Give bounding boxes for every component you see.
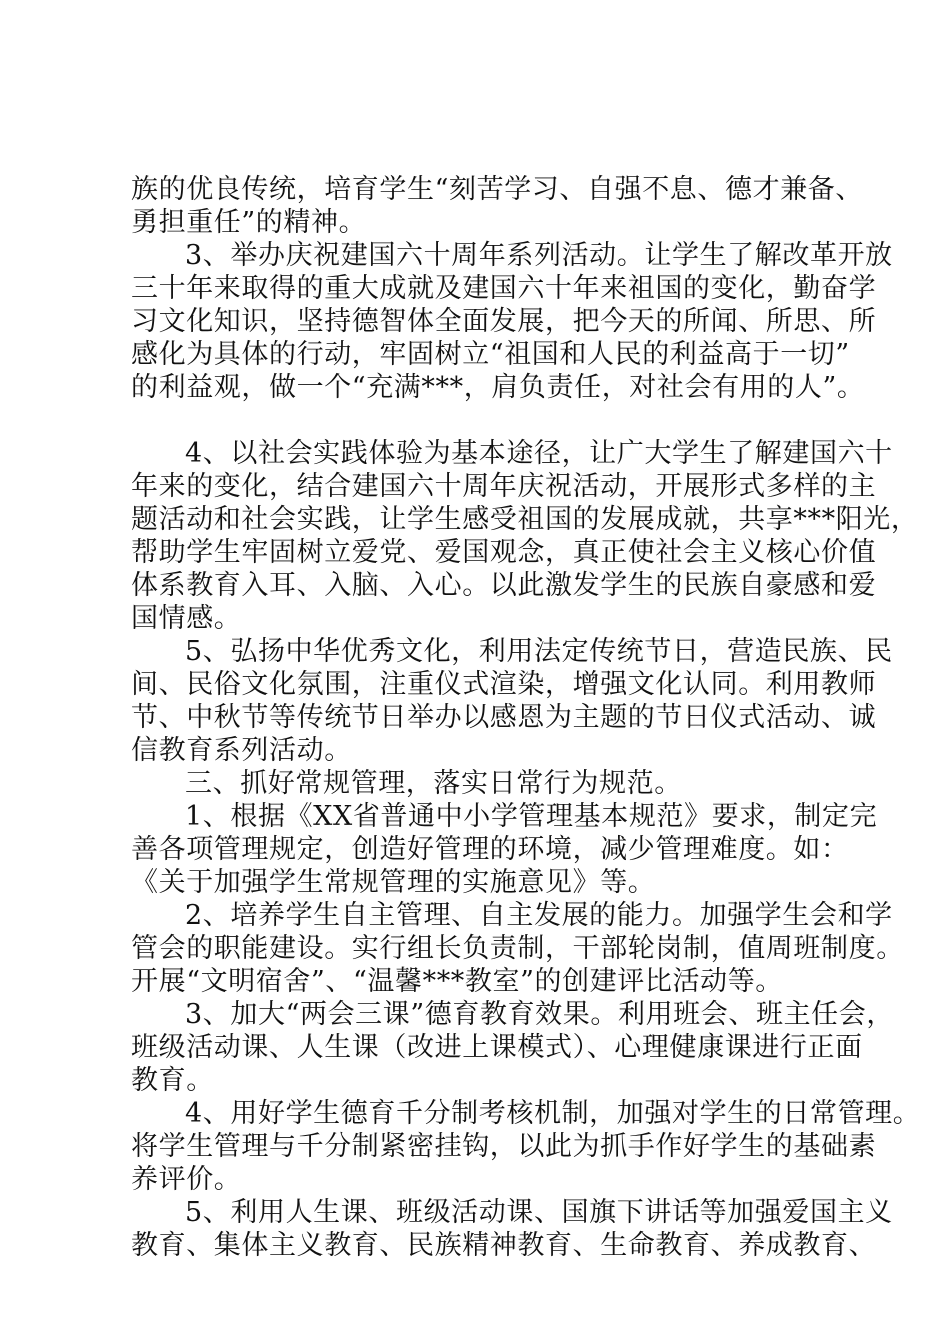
text-line: 习文化知识，坚持德智体全面发展，把今天的所闻、所思、所 <box>131 306 877 337</box>
text-line: 年来的变化，结合建国六十周年庆祝活动，开展形式多样的主 <box>131 471 877 502</box>
text-line: 节、中秋节等传统节日举办以感恩为主题的节日仪式活动、诚 <box>131 702 877 733</box>
text-line: 3、举办庆祝建国六十周年系列活动。让学生了解改革开放 <box>185 240 893 271</box>
text-line: 4、以社会实践体验为基本途径，让广大学生了解建国六十 <box>185 438 893 469</box>
text-line: 1、根据《XX省普通中小学管理基本规范》要求，制定完 <box>185 801 878 832</box>
text-line: 间、民俗文化氛围，注重仪式渲染，增强文化认同。利用教师 <box>131 669 877 700</box>
text-line: 班级活动课、人生课（改进上课模式）、心理健康课进行正面 <box>131 1032 863 1063</box>
text-line: 感化为具体的行动，牢固树立“祖国和人民的利益高于一切” <box>131 339 850 370</box>
text-line: 体系教育入耳、入脑、入心。以此激发学生的民族自豪感和爱 <box>131 570 877 601</box>
text-line: 教育、集体主义教育、民族精神教育、生命教育、养成教育、 <box>131 1230 877 1261</box>
text-line: 4、用好学生德育千分制考核机制，加强对学生的日常管理。 <box>185 1098 921 1129</box>
text-line: 勇担重任”的精神。 <box>131 207 367 238</box>
text-line: 2、培养学生自主管理、自主发展的能力。加强学生会和学 <box>185 900 893 931</box>
text-line: 教育。 <box>131 1065 214 1096</box>
text-line: 题活动和社会实践，让学生感受祖国的发展成就，共享***阳光， <box>131 504 919 535</box>
text-line: 信教育系列活动。 <box>131 735 352 766</box>
text-line: 族的优良传统，培育学生“刻苦学习、自强不息、德才兼备、 <box>131 174 864 205</box>
text-line: 《关于加强学生常规管理的实施意见》等。 <box>131 867 656 898</box>
text-line: 开展“文明宿舍”、“温馨***教室”的创建评比活动等。 <box>131 966 783 997</box>
text-line: 管会的职能建设。实行组长负责制，干部轮岗制，值周班制度。 <box>131 933 904 964</box>
text-line: 养评价。 <box>131 1164 242 1195</box>
text-line: 善各项管理规定，创造好管理的环境，减少管理难度。如： <box>131 834 849 865</box>
text-line: 3、加大“两会三课”德育教育效果。利用班会、班主任会， <box>185 999 894 1030</box>
text-line: 5、利用人生课、班级活动课、国旗下讲话等加强爱国主义 <box>185 1197 893 1228</box>
text-line: 国情感。 <box>131 603 242 634</box>
text-line: 帮助学生牢固树立爱党、爱国观念，真正使社会主义核心价值 <box>131 537 877 568</box>
section-heading: 三、抓好常规管理，落实日常行为规范。 <box>185 768 682 799</box>
text-line: 三十年来取得的重大成就及建国六十年来祖国的变化，勤奋学 <box>131 273 877 304</box>
text-line: 将学生管理与千分制紧密挂钩，以此为抓手作好学生的基础素 <box>131 1131 877 1162</box>
text-line: 5、弘扬中华优秀文化，利用法定传统节日，营造民族、民 <box>185 636 893 667</box>
text-line: 的利益观，做一个“充满***，肩负责任，对社会有用的人”。 <box>131 372 865 403</box>
